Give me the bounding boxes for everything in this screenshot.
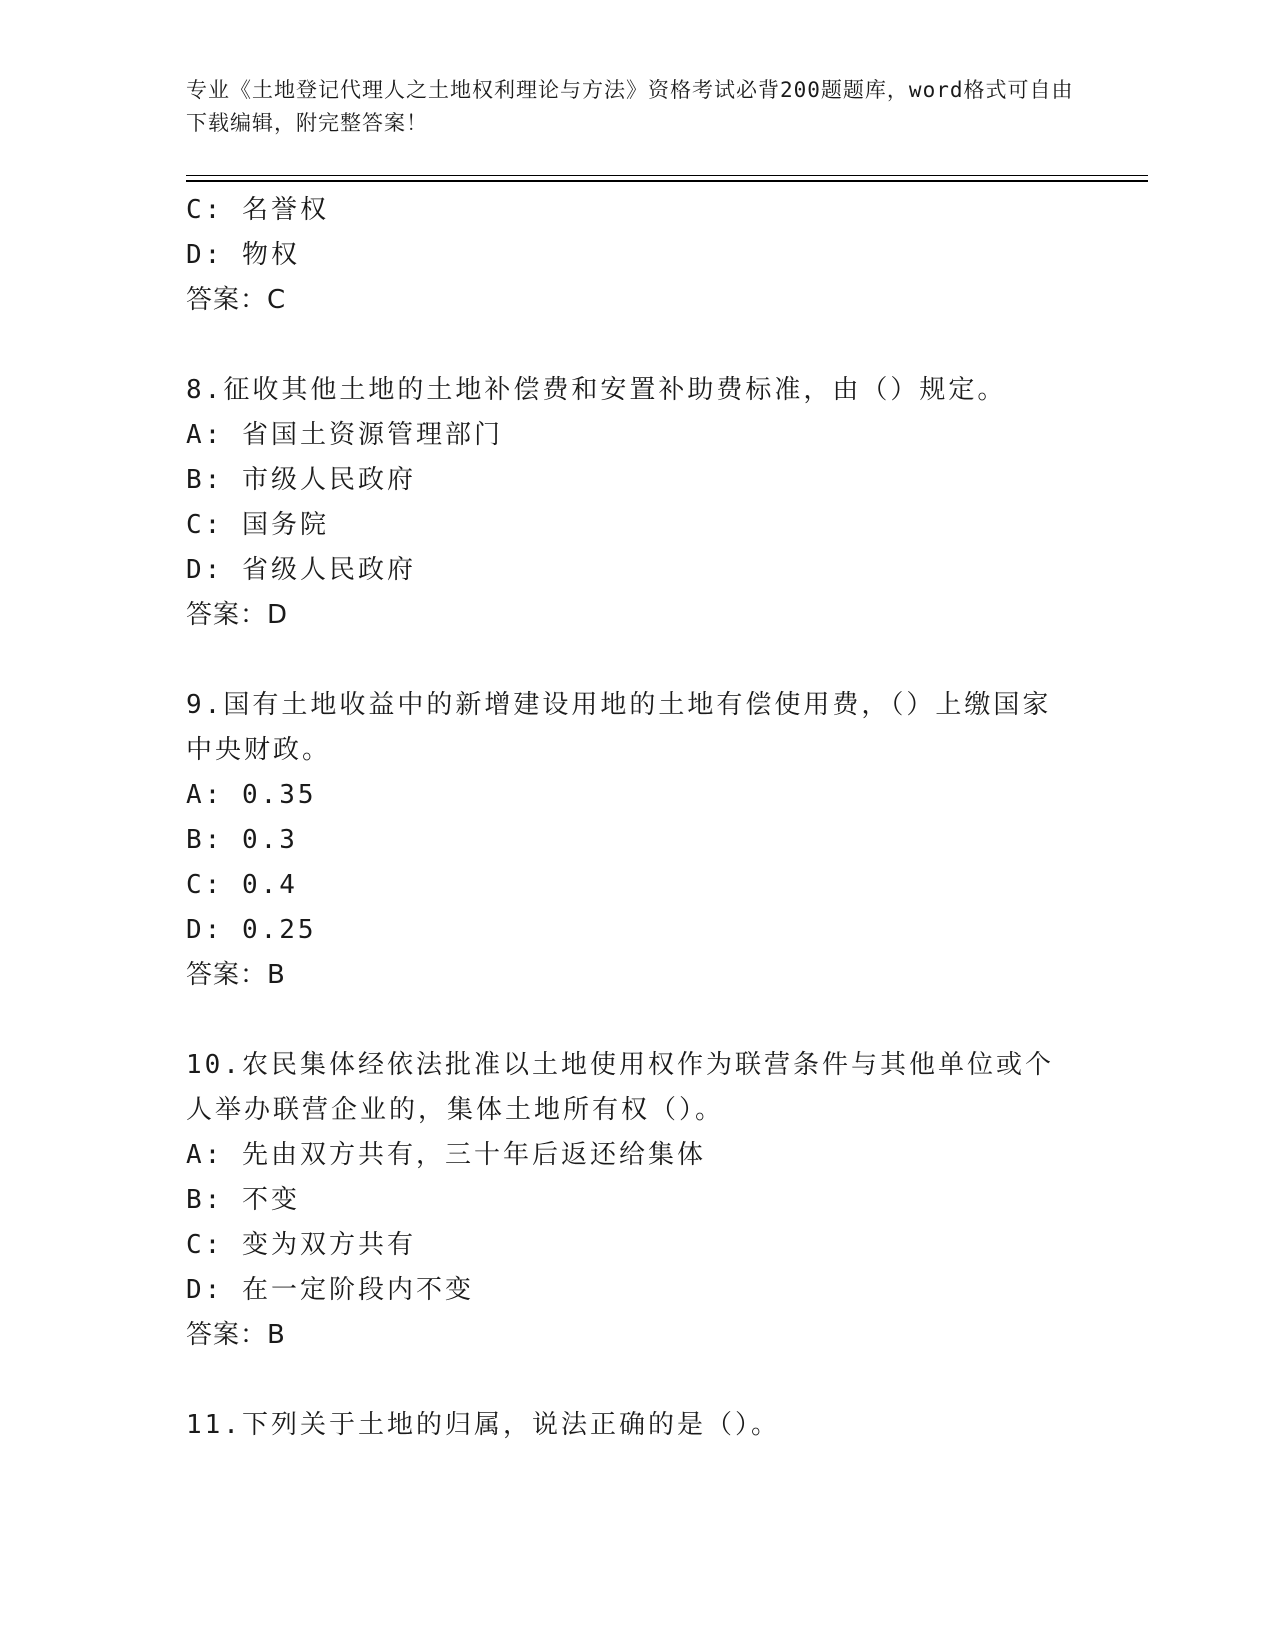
option-separator: : xyxy=(204,780,224,810)
option-letter: B xyxy=(186,465,205,495)
answer-line: 答案：B xyxy=(186,1320,286,1350)
option-separator: : xyxy=(204,870,224,900)
option-letter: A xyxy=(186,780,205,810)
header-title: 专业《土地登记代理人之土地权利理论与方法》资格考试必背200题题库，word格式可自由下载编辑，附完整答案！ xyxy=(186,78,1074,135)
option-text: 0.25 xyxy=(241,915,317,945)
option-letter: D xyxy=(186,1275,205,1305)
question-number: 8. xyxy=(186,375,224,405)
option-line xyxy=(186,1178,1086,1223)
option-letter: C xyxy=(186,870,205,900)
answer-line: 答案：C xyxy=(186,285,287,315)
option-letter: D xyxy=(186,915,205,945)
option-line xyxy=(186,1133,1086,1178)
option-line xyxy=(186,548,1086,593)
option-text: 0.4 xyxy=(241,870,298,900)
option-text: 先由双方共有，三十年后返还给集体 xyxy=(241,1140,706,1170)
question-body: 农民集体经依法批准以土地使用权作为联营条件与其他单位或个人举办联营企业的，集体土地所有权（）。 xyxy=(186,1050,1054,1125)
header-rule-thick xyxy=(186,180,1148,182)
question-number: 11. xyxy=(186,1410,242,1440)
question-number: 10. xyxy=(186,1050,242,1080)
option-text: 物权 xyxy=(241,240,300,270)
header-rule-thin xyxy=(186,175,1148,176)
option-letter: C xyxy=(186,195,205,225)
option-line xyxy=(186,818,1086,863)
option-letter: C xyxy=(186,1230,205,1260)
option-separator: : xyxy=(204,825,224,855)
question-body: 征收其他土地的土地补偿费和安置补助费标准，由（）规定。 xyxy=(223,375,1007,405)
option-separator: : xyxy=(204,915,224,945)
option-text: 0.35 xyxy=(241,780,317,810)
document-header xyxy=(186,74,1086,140)
question-body: 国有土地收益中的新增建设用地的土地有偿使用费，（）上缴国家中央财政。 xyxy=(186,690,1052,765)
option-text: 变为双方共有 xyxy=(241,1230,416,1260)
question-text xyxy=(186,1043,1066,1133)
option-text: 省级人民政府 xyxy=(241,555,416,585)
option-letter: D xyxy=(186,240,205,270)
option-separator: : xyxy=(204,555,224,585)
question-list xyxy=(186,188,1086,1448)
option-line xyxy=(186,458,1086,503)
option-line xyxy=(186,863,1086,908)
option-separator: : xyxy=(204,1230,224,1260)
option-line xyxy=(186,188,1086,233)
option-letter: B xyxy=(186,1185,205,1215)
option-separator: : xyxy=(204,1140,224,1170)
option-text: 省国土资源管理部门 xyxy=(241,420,503,450)
option-line xyxy=(186,233,1086,278)
question-text xyxy=(186,368,1066,413)
option-separator: : xyxy=(204,1275,224,1305)
option-text: 不变 xyxy=(241,1185,300,1215)
option-letter: A xyxy=(186,1140,205,1170)
question-text xyxy=(186,1403,1066,1448)
option-separator: : xyxy=(204,240,224,270)
question-body: 下列关于土地的归属，说法正确的是（）。 xyxy=(241,1410,780,1440)
option-separator: : xyxy=(204,420,224,450)
answer-line: 答案：D xyxy=(186,600,289,630)
option-text: 名誉权 xyxy=(241,195,329,225)
option-separator: : xyxy=(204,510,224,540)
option-separator: : xyxy=(204,195,224,225)
option-line xyxy=(186,1223,1086,1268)
option-letter: D xyxy=(186,555,205,585)
option-letter: B xyxy=(186,825,205,855)
option-line xyxy=(186,908,1086,953)
option-separator: : xyxy=(204,465,224,495)
option-text: 国务院 xyxy=(241,510,329,540)
option-line xyxy=(186,503,1086,548)
question-number: 9. xyxy=(186,690,224,720)
option-letter: A xyxy=(186,420,205,450)
option-letter: C xyxy=(186,510,205,540)
option-separator: : xyxy=(204,1185,224,1215)
option-line xyxy=(186,1268,1086,1313)
question-text xyxy=(186,683,1066,773)
option-line xyxy=(186,773,1086,818)
option-text: 0.3 xyxy=(241,825,298,855)
option-text: 在一定阶段内不变 xyxy=(241,1275,474,1305)
option-line xyxy=(186,413,1086,458)
option-text: 市级人民政府 xyxy=(241,465,416,495)
answer-line: 答案：B xyxy=(186,960,286,990)
